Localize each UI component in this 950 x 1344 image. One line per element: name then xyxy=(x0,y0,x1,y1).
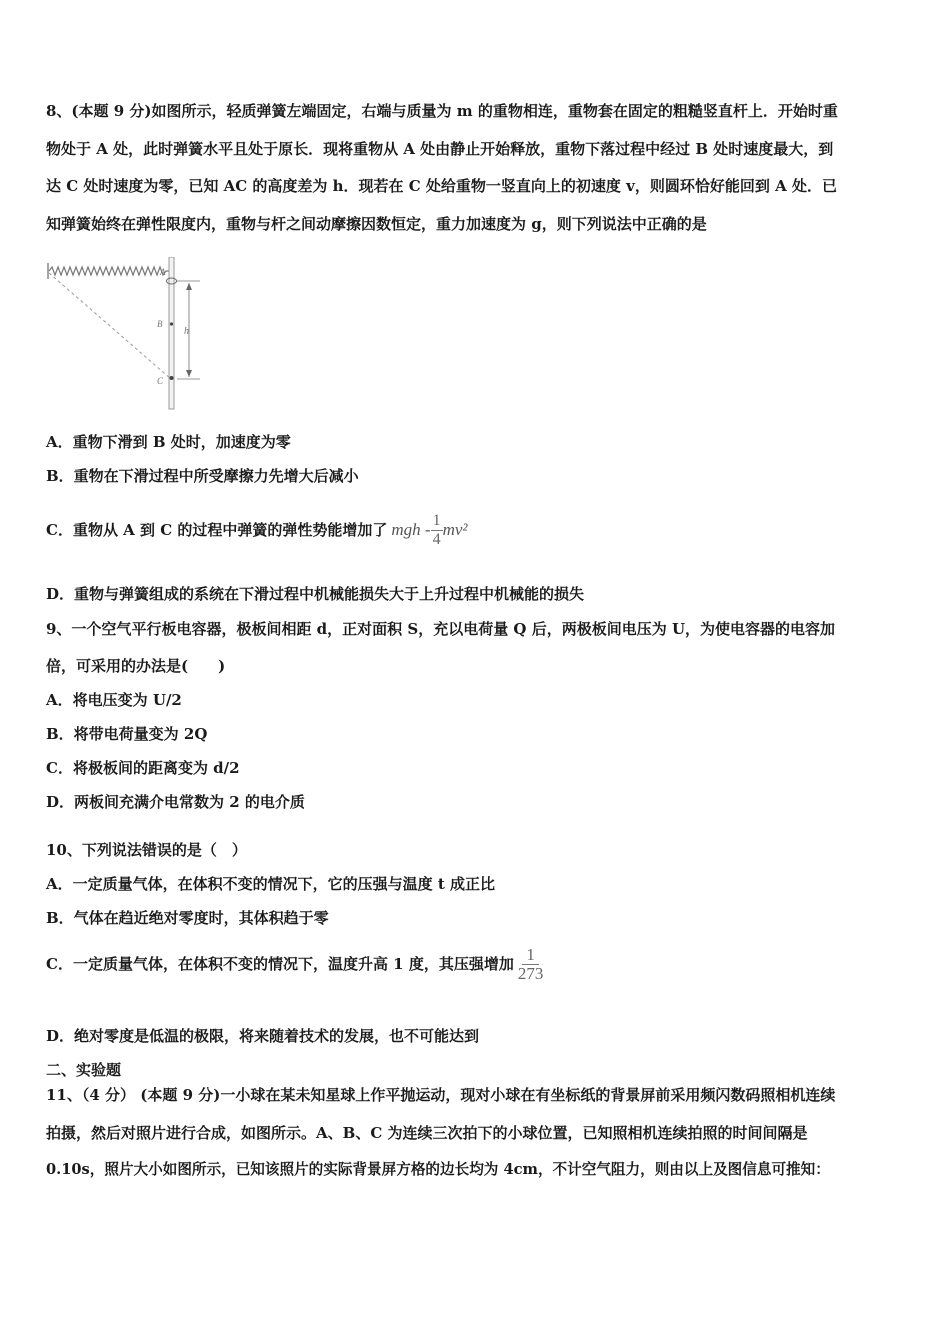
q8-stem-line-1: 8、(本题 9 分)如图所示，轻质弹簧左端固定，右端与质量为 m 的重物相连，重物套在固定的粗糙竖直杆上．开始时重 xyxy=(46,102,838,120)
q10-fraction-denominator: 273 xyxy=(517,963,544,983)
label-h: h xyxy=(184,326,189,337)
q8-option-c-math-right: mv² xyxy=(442,520,468,539)
q10-option-d: D．绝对零度是低温的极限，将来随着技术的发展，也不可能达到 xyxy=(46,1027,480,1045)
q8-stem-line-4: 知弹簧始终在弹性限度内，重物与杆之间动摩擦因数恒定，重力加速度为 g，则下列说法中正确的是 xyxy=(46,215,707,233)
label-a: A xyxy=(160,267,166,277)
spring-coil xyxy=(49,267,171,275)
q9-option-c: C．将极板间的距离变为 d/2 xyxy=(46,759,240,777)
q10-fraction-numerator: 1 xyxy=(522,946,539,965)
q9-option-b: B．将带电荷量变为 2Q xyxy=(46,725,208,743)
q8-option-c-fraction xyxy=(431,512,443,549)
point-c xyxy=(170,376,174,380)
q10-option-a: A．一定质量气体，在体积不变的情况下，它的压强与温度 t 成正比 xyxy=(46,875,496,893)
q8-option-c xyxy=(46,510,468,550)
q10-stem: 10、下列说法错误的是（ ） xyxy=(46,841,247,859)
q9-option-d: D．两板间充满介电常数为 2 的电介质 xyxy=(46,793,305,811)
q10-option-c-text: C．一定质量气体，在体积不变的情况下，温度升高 1 度，其压强增加 xyxy=(46,955,514,973)
q8-option-d: D．重物与弹簧组成的系统在下滑过程中机械能损失大于上升过程中机械能的损失 xyxy=(46,585,585,603)
q8-fraction-numerator: 1 xyxy=(432,511,441,529)
q9-stem-line-2: 倍，可采用的办法是( ) xyxy=(46,657,226,675)
spring-dashed-line xyxy=(49,273,171,379)
q10-option-c xyxy=(46,942,543,986)
q9-stem-line-1: 9、一个空气平行板电容器，极板间相距 d，正对面积 S，充以电荷量 Q 后，两极板间电压为 U，为使电容器的电容加 xyxy=(46,620,836,638)
label-b: B xyxy=(157,319,163,329)
label-c: C xyxy=(157,376,164,386)
q8-figure-svg xyxy=(44,257,214,412)
q8-stem-line-2: 物处于 A 处，此时弹簧水平且处于原长．现将重物从 A 处由静止开始释放，重物下落过程中经过 B 处时速度最大，到 xyxy=(46,140,834,158)
point-b xyxy=(170,322,173,325)
dim-arrow-down xyxy=(186,370,192,377)
q11-stem-line-3: 0.10s，照片大小如图所示，已知该照片的实际背景屏方格的边长均为 4cm，不计空气阻力，则由以上及图信息可推知： xyxy=(46,1161,830,1178)
q11-stem-line-1: 11、（4 分） (本题 9 分)一小球在某未知星球上作平抛运动，现对小球在有坐标纸的背景屏前采用频闪数码照相机连续 xyxy=(46,1086,836,1104)
q11-stem-line-2: 拍摄，然后对照片进行合成，如图所示。A、B、C 为连续三次拍下的小球位置，已知照相机连续拍照的时间间隔是 xyxy=(46,1124,808,1142)
q8-option-c-text: C．重物从 A 到 C 的过程中弹簧的弹性势能增加了 xyxy=(46,521,388,539)
vertical-rod xyxy=(169,257,174,409)
section-title: 二、实验题 xyxy=(46,1061,122,1079)
q8-fraction-denominator: 4 xyxy=(432,530,441,548)
q9-option-a: A．将电压变为 U/2 xyxy=(46,691,182,709)
dim-arrow-up xyxy=(186,283,192,290)
q8-option-c-math-left: mgh - xyxy=(391,520,431,539)
q10-option-c-fraction xyxy=(518,946,544,983)
q8-option-a: A．重物下滑到 B 处时，加速度为零 xyxy=(46,433,291,451)
q8-stem-line-3: 达 C 处时速度为零，已知 AC 的高度差为 h．现若在 C 处给重物一竖直向上的初速度 v，则圆环恰好能回到 A 处．已 xyxy=(46,177,837,195)
q10-option-b: B．气体在趋近绝对零度时，其体积趋于零 xyxy=(46,909,329,927)
q8-option-b: B．重物在下滑过程中所受摩擦力先增大后减小 xyxy=(46,467,359,485)
q8-spring-rod-figure xyxy=(44,257,214,412)
